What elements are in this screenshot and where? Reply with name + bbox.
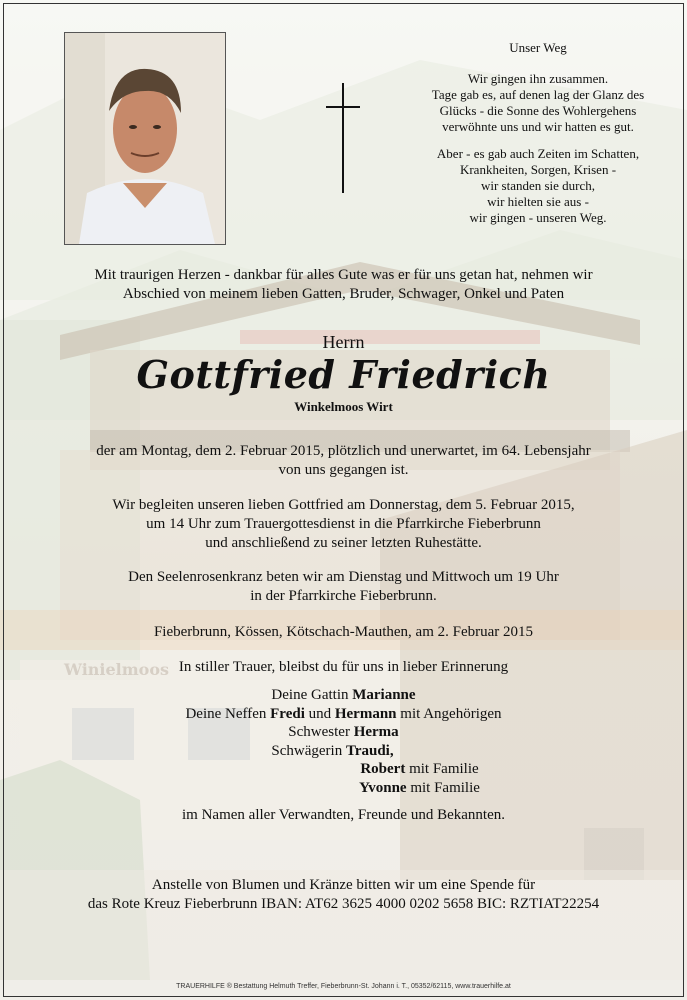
poem-line: wir gingen - unseren Weg. (469, 210, 607, 225)
poem-line: Tage gab es, auf denen lag der Glanz des (431, 87, 645, 102)
building-sign: Winielmoos (64, 660, 170, 679)
relatives-text: im Namen aller Verwandten, Freunde und Bekannten. (182, 807, 505, 823)
remembrance-line: In stiller Trauer, bleibst du für uns in lieber Erinnerung (178, 659, 509, 675)
poem-line: Aber - es gab auch Zeiten im Schatten, (436, 146, 640, 161)
remembrance (40, 658, 647, 677)
poem-line: wir standen sie durch, (480, 178, 596, 193)
rosary-details (40, 568, 647, 606)
mourner-line: Schwägerin Traudi, (271, 742, 394, 759)
deceased-block (40, 333, 647, 416)
deceased-name: Gottfried Friedrich (136, 352, 551, 397)
footer: TRAUERHILFE ® Bestattung Helmuth Treffer, Fieberbrunn-St. Johann i. T., 05352/62115, www.trauerhilfe.at (176, 983, 511, 990)
poem-line: Krankheiten, Sorgen, Krisen - (459, 162, 617, 177)
poem (418, 40, 658, 226)
donation-line: das Rote Kreuz Fieberbrunn IBAN: AT62 3625 4000 0202 5658 BIC: RZTIAT22254 (87, 896, 600, 912)
funeral-line: um 14 Uhr zum Trauergottesdienst in die Pfarrkirche Fieberbrunn (146, 516, 541, 532)
portrait-image (65, 33, 225, 244)
place-date (40, 623, 647, 642)
deceased-occupation: Winkelmoos Wirt (294, 399, 393, 414)
poem-line: wir hielten sie aus - (487, 194, 589, 209)
portrait-photo (64, 32, 226, 245)
mourner-line: Deine Gattin Marianne (271, 687, 416, 703)
funeral-line: Wir begleiten unseren lieben Gottfried am Donnerstag, dem 5. Februar 2015, (112, 497, 575, 513)
mourner-line: Robert mit Familie (360, 761, 479, 777)
poem-line: Glücks - die Sonne des Wohlergehens (439, 103, 637, 118)
cross-icon (326, 83, 360, 193)
place-date-line: Fieberbrunn, Kössen, Kötschach-Mauthen, am 2. Februar 2015 (153, 624, 534, 640)
funeral-details (40, 496, 647, 553)
donation-line: Anstelle von Blumen und Kränze bitten wir um eine Spende für (151, 877, 536, 893)
relatives-line (40, 806, 647, 825)
intro-line: Abschied von meinem lieben Gatten, Bruder, Schwager, Onkel und Paten (122, 286, 565, 302)
deceased-title: Herrn (322, 332, 365, 352)
mourners-list (40, 686, 647, 797)
poem-line: Wir gingen ihn zusammen. (467, 71, 609, 86)
intro-text (40, 266, 647, 304)
death-notice (40, 442, 647, 480)
funeral-line: und anschließend zu seiner letzten Ruhestätte. (205, 535, 482, 551)
rosary-line: in der Pfarrkirche Fieberbrunn. (250, 588, 437, 604)
mourner-line: Schwester Herma (288, 724, 399, 740)
rosary-line: Den Seelenrosenkranz beten wir am Dienstag und Mittwoch um 19 Uhr (128, 569, 559, 585)
donation-request (40, 876, 647, 914)
intro-line: Mit traurigen Herzen - dankbar für alles Gute was er für uns getan hat, nehmen wir (94, 267, 593, 283)
mourner-line: Deine Neffen Fredi und Hermann mit Angehörigen (185, 705, 502, 722)
poem-title: Unser Weg (509, 40, 567, 55)
poem-line: verwöhnte uns und wir hatten es gut. (442, 119, 634, 134)
mourner-line: Yvonne mit Familie (359, 779, 480, 796)
death-notice-line: der am Montag, dem 2. Februar 2015, plötzlich und unerwartet, im 64. Lebensjahr (96, 443, 591, 459)
death-notice-line: von uns gegangen ist. (278, 462, 409, 478)
